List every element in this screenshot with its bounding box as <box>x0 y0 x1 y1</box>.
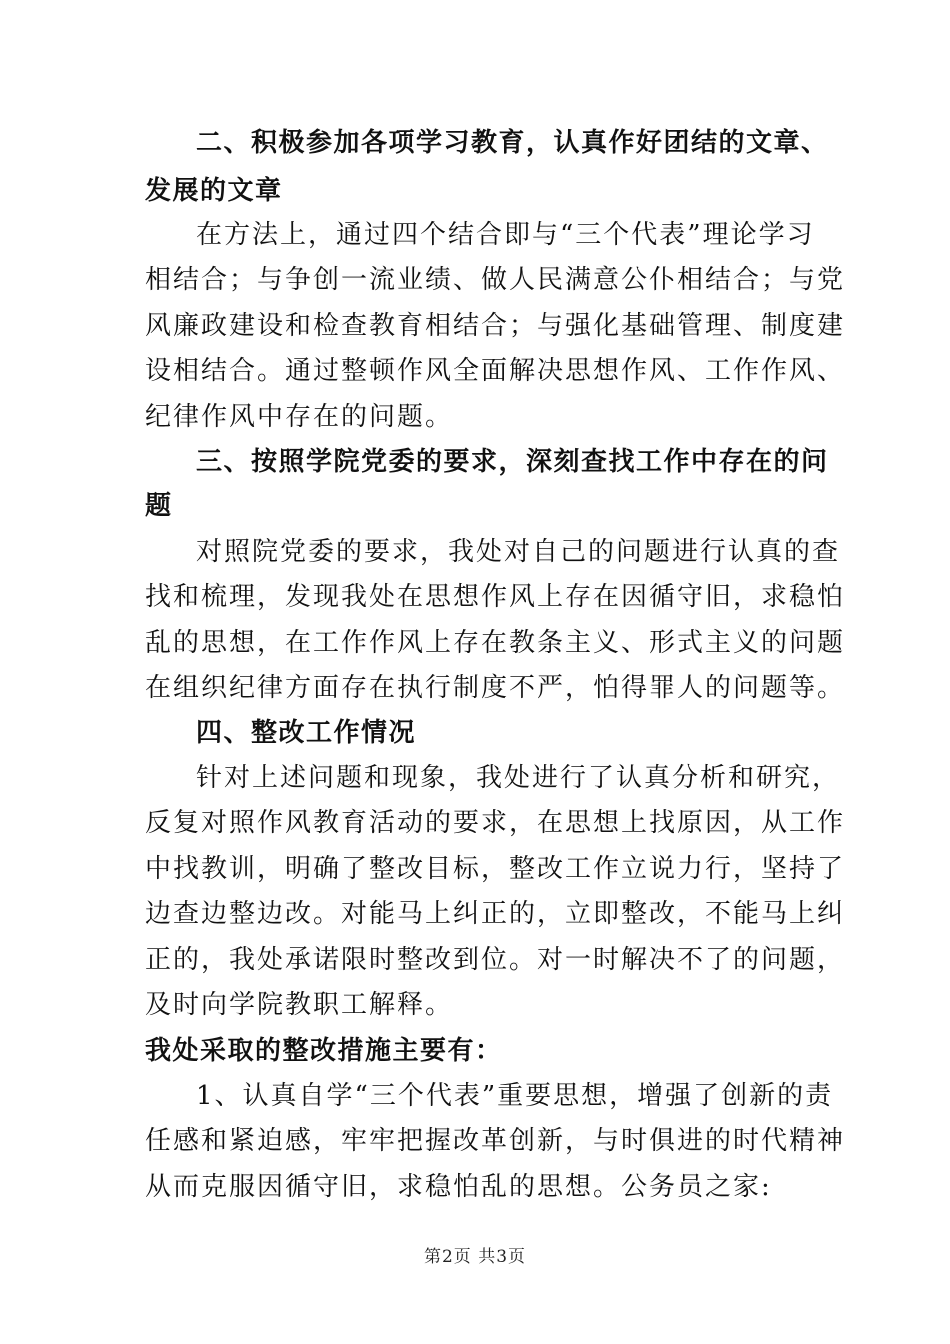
section-heading: 发展的文章 <box>145 176 283 206</box>
measures-heading: 我处采取的整改措施主要有： <box>145 1036 503 1066</box>
page-number-footer: 第2页 共3页 <box>423 1247 527 1267</box>
section-heading: 题 <box>145 491 173 521</box>
section-heading: 四、整改工作情况 <box>196 718 417 748</box>
paragraph-line: 及时向学院教职工解释。 <box>145 990 454 1020</box>
paragraph-line: 对照院党委的要求，我处对自己的问题进行认真的查 <box>196 537 841 567</box>
paragraph-line: 在组织纪律方面存在执行制度不严，怕得罪人的问题等。 <box>145 673 846 703</box>
paragraph-line: 从而克服因循守旧，求稳怕乱的思想。公务员之家: <box>145 1172 772 1202</box>
paragraph-line: 在方法上，通过四个结合即与“三个代表”理论学习 <box>196 220 815 250</box>
section-heading: 二、积极参加各项学习教育，认真作好团结的文章、 <box>196 128 829 158</box>
paragraph-line: 正的，我处承诺限时整改到位。对一时解决不了的问题， <box>145 945 846 975</box>
paragraph-line: 中找教训，明确了整改目标，整改工作立说力行，坚持了 <box>145 854 846 884</box>
paragraph-line: 风廉政建设和检查教育相结合；与强化基础管理、制度建 <box>145 311 846 341</box>
paragraph-line: 相结合；与争创一流业绩、做人民满意公仆相结合；与党 <box>145 265 846 295</box>
paragraph-line: 1、认真自学“三个代表”重要思想，增强了创新的责 <box>196 1081 834 1111</box>
paragraph-line: 设相结合。通过整顿作风全面解决思想作风、工作作风、 <box>145 356 846 386</box>
paragraph-line: 反复对照作风教育活动的要求，在思想上找原因，从工作 <box>145 808 846 838</box>
section-heading: 三、按照学院党委的要求，深刻查找工作中存在的问 <box>196 447 829 477</box>
paragraph-line: 乱的思想，在工作作风上存在教条主义、形式主义的问题 <box>145 628 846 658</box>
paragraph-line: 任感和紧迫感，牢牢把握改革创新，与时俱进的时代精神 <box>145 1126 846 1156</box>
paragraph-line: 针对上述问题和现象，我处进行了认真分析和研究， <box>196 763 841 793</box>
paragraph-line: 边查边整边改。对能马上纠正的，立即整改，不能马上纠 <box>145 899 846 929</box>
paragraph-line: 纪律作风中存在的问题。 <box>145 402 454 432</box>
paragraph-line: 找和梳理，发现我处在思想作风上存在因循守旧，求稳怕 <box>145 582 846 612</box>
